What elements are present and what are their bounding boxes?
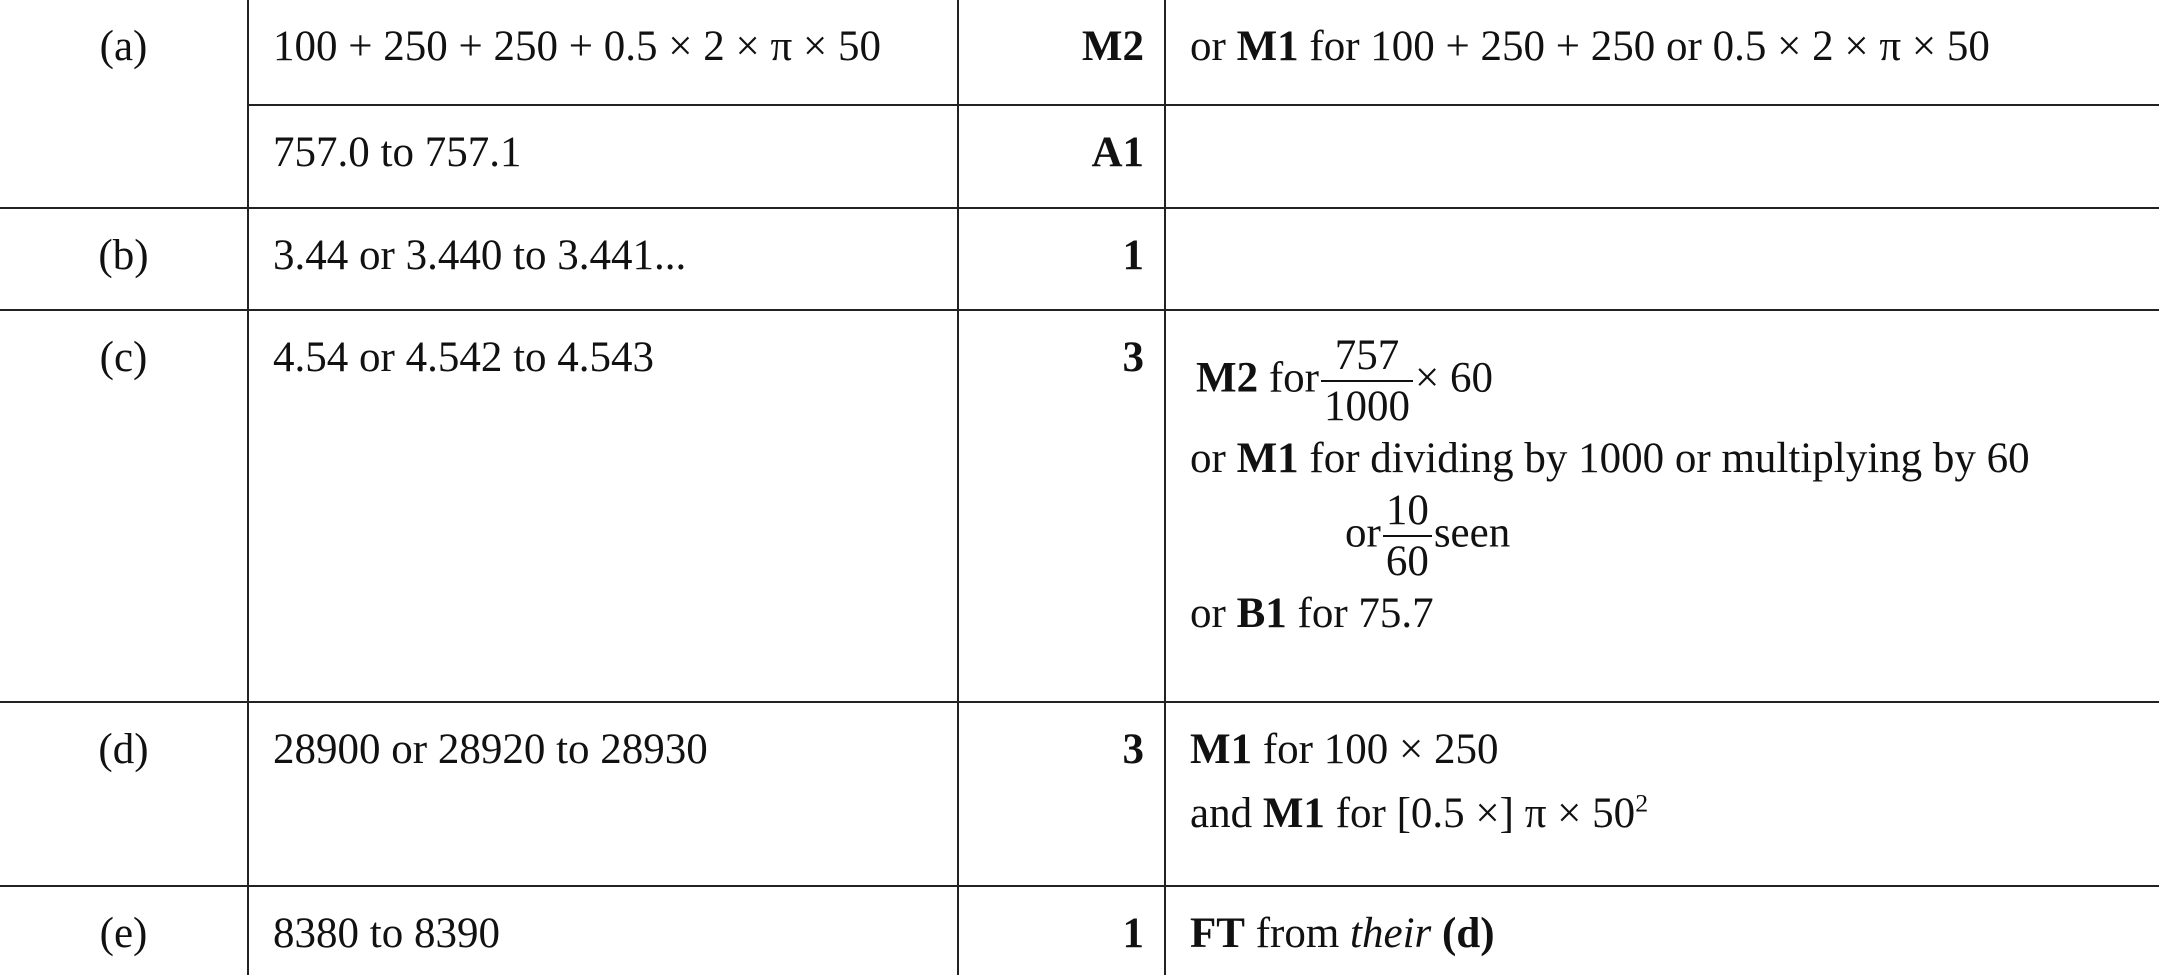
- guidance-e: [1165, 886, 2159, 975]
- guidance-e-d-ref: (d): [1442, 910, 1495, 957]
- guidance-c-or-3: or: [1190, 589, 1226, 637]
- mark-a-m2: M2: [958, 0, 1165, 105]
- answer-e: 8380 to 8390: [248, 886, 958, 975]
- guidance-c-line-4: [1190, 587, 2159, 641]
- guidance-d-exponent: 2: [1635, 788, 1649, 818]
- table-row-d: [0, 702, 2159, 886]
- guidance-c: [1165, 310, 2159, 702]
- guidance-c-for: for: [1268, 354, 1319, 402]
- guidance-a-m1: M1: [1236, 23, 1299, 70]
- guidance-d-line-2-text: for [0.5 ×] π × 50: [1335, 789, 1636, 837]
- table-row-b: [0, 208, 2159, 310]
- table-row-c: [0, 310, 2159, 702]
- mark-d: 3: [958, 702, 1165, 886]
- guidance-e-from: from: [1255, 910, 1340, 957]
- answer-a-working: 100 + 250 + 250 + 0.5 × 2 × π × 50: [248, 0, 958, 105]
- guidance-e-ft: FT: [1190, 910, 1245, 957]
- fraction-numerator: 757: [1321, 331, 1413, 382]
- mark-c: 3: [958, 310, 1165, 702]
- guidance-c-seen: seen: [1433, 508, 1511, 556]
- answer-a-final: 757.0 to 757.1: [248, 105, 958, 208]
- answer-d: 28900 or 28920 to 28930: [248, 702, 958, 886]
- mark-b: 1: [958, 208, 1165, 310]
- fraction-numerator: 10: [1383, 486, 1432, 537]
- table-row-a-answer: [0, 105, 2159, 208]
- table-row-e: [0, 886, 2159, 975]
- fraction-denominator: 60: [1385, 538, 1429, 586]
- guidance-c-times-60: × 60: [1414, 354, 1493, 402]
- guidance-d-line-1: [1190, 723, 2159, 777]
- answer-b: 3.44 or 3.440 to 3.441...: [248, 208, 958, 310]
- part-label-b: (b): [0, 208, 248, 310]
- guidance-c-dividing-text: for dividing by 1000 or multiplying by 60: [1309, 434, 2030, 482]
- guidance-c-or-1: or: [1190, 434, 1226, 482]
- answer-c: 4.54 or 4.542 to 4.543: [248, 310, 958, 702]
- mark-a-a1: A1: [958, 105, 1165, 208]
- fraction-10-over-60: [1383, 486, 1432, 587]
- part-label-d: (d): [0, 702, 248, 886]
- table-row-a-working: [0, 0, 2159, 105]
- guidance-d-m1-second: M1: [1262, 789, 1325, 837]
- guidance-c-b1: B1: [1236, 589, 1287, 637]
- guidance-a-or: or: [1190, 23, 1226, 70]
- part-label-a: (a): [0, 0, 248, 208]
- fraction-757-over-1000: [1321, 331, 1413, 432]
- guidance-d-line-1-text: for 100 × 250: [1262, 726, 1499, 773]
- guidance-e-their: their: [1350, 910, 1432, 957]
- fraction-denominator: 1000: [1323, 383, 1410, 431]
- part-label-c: (c): [0, 310, 248, 702]
- guidance-c-or-2: or: [1345, 508, 1381, 556]
- guidance-c-line-2: [1190, 432, 2159, 486]
- guidance-a-text: for 100 + 250 + 250 or 0.5 × 2 × π × 50: [1309, 23, 1990, 70]
- guidance-d-and: and: [1190, 789, 1253, 837]
- guidance-d-line-2: [1190, 787, 2159, 841]
- guidance-a-empty: [1165, 105, 2159, 208]
- guidance-c-b1-text: for 75.7: [1297, 589, 1434, 637]
- part-label-e: (e): [0, 886, 248, 975]
- guidance-d-m1-first: M1: [1190, 726, 1253, 773]
- mark-e: 1: [958, 886, 1165, 975]
- guidance-c-m1: M1: [1236, 434, 1299, 482]
- guidance-d: [1165, 702, 2159, 886]
- guidance-c-line-1: [1190, 331, 2159, 432]
- guidance-b-empty: [1165, 208, 2159, 310]
- guidance-a: [1165, 0, 2159, 105]
- guidance-c-m2: M2: [1196, 354, 1259, 402]
- guidance-c-line-3: [1190, 486, 2159, 587]
